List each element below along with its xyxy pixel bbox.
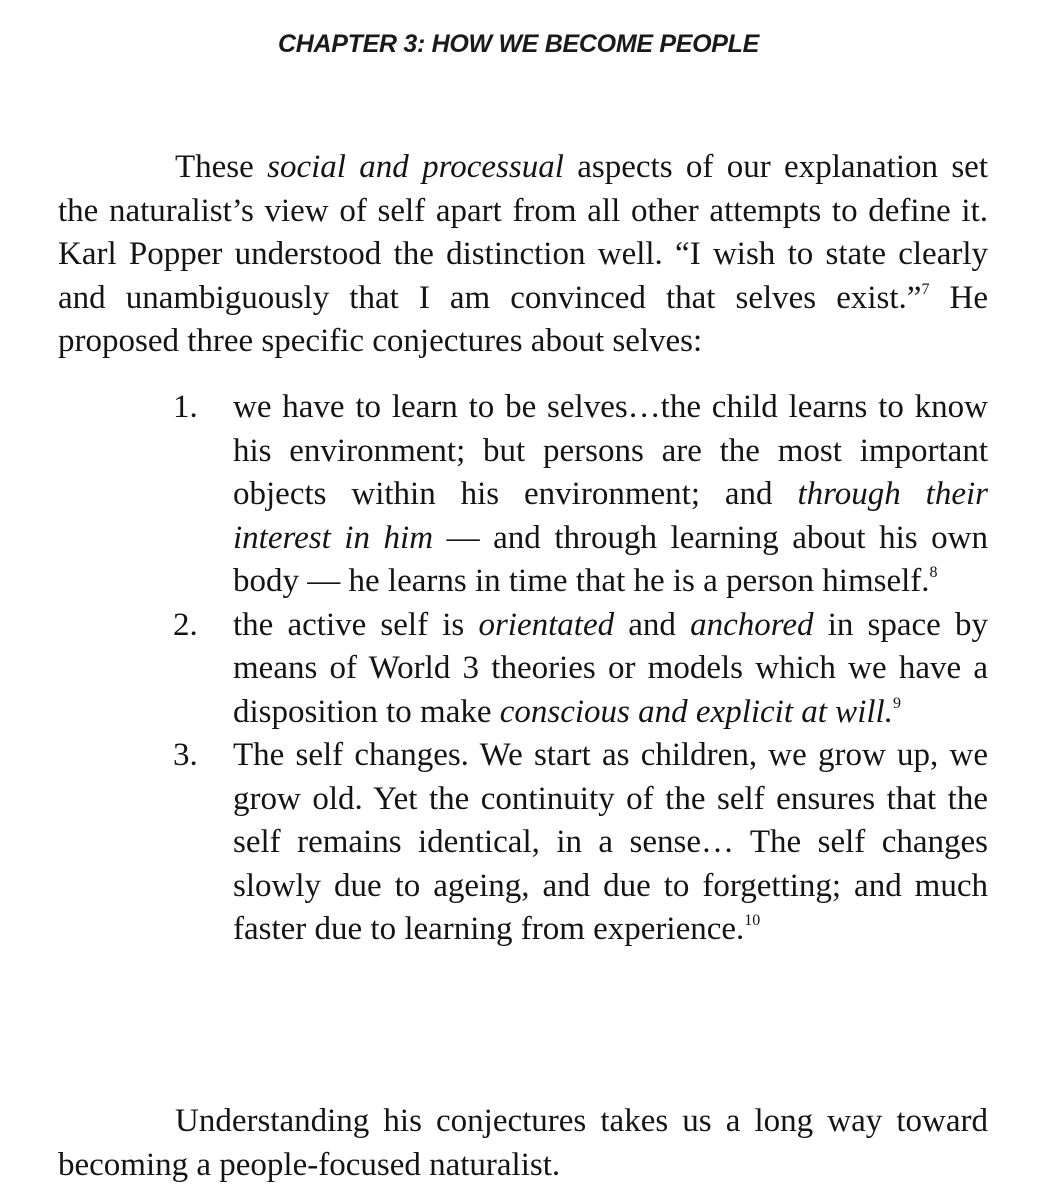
paragraph-conclusion: [58, 1100, 988, 1187]
list-item-text: and: [614, 606, 691, 643]
list-item-text: we have to learn to be selves…the child learns to know his environment; but persons are the most important objects within his environment; and: [233, 389, 988, 512]
list-item-number: 3.: [173, 737, 198, 773]
paragraph-text: He proposed three specific conjectures about selves:: [58, 279, 988, 359]
footnote-marker[interactable]: 8: [929, 564, 938, 581]
paragraph-text: aspects of our explanation set the naturalist’s view of self apart from all other attempts to define it. Karl Popper understood the distinction well. “I wish to state clearly and unambiguously that I am convinced that selves exist.”: [58, 149, 988, 316]
list-item-text: in space by means of World 3 theories or models which we have a disposition to make: [233, 606, 988, 730]
list-item: [170, 734, 988, 952]
footnote-marker[interactable]: 7: [921, 280, 930, 298]
list-item-number: 1.: [173, 389, 198, 425]
list-item-text: The self changes. We start as children, we grow up, we grow old. Yet the continuity of the self ensures that the self remains identical, in a sense… The self changes slowly due to ageing, and due to forgetting; and much faster due to learning from experience.: [233, 737, 988, 947]
running-head: CHAPTER 3: HOW WE BECOME PEOPLE: [277, 30, 759, 58]
list-item-text: the active self is: [233, 606, 479, 643]
footnote-marker[interactable]: 9: [892, 694, 901, 712]
conjectures-list: [170, 386, 988, 952]
list-item-text: — and through learning about his own body — he learns in time that he is a person himself.: [233, 519, 988, 599]
emphasis-text: social and processual: [267, 149, 564, 185]
list-item: [170, 604, 988, 735]
paragraph-text: These: [175, 149, 268, 185]
emphasis-text: orientated: [478, 606, 615, 643]
footnote-marker[interactable]: 10: [744, 912, 761, 929]
emphasis-text: anchored: [690, 606, 814, 643]
emphasis-text: conscious and explicit at will.: [499, 693, 893, 730]
paragraph-intro: [58, 146, 988, 364]
list-item-number: 2.: [173, 606, 198, 643]
list-item: [170, 386, 988, 604]
paragraph-text: Understanding his conjectures takes us a long way toward becoming a people-focused naturalist.: [58, 1103, 988, 1183]
emphasis-text: through their interest in him: [233, 476, 988, 556]
